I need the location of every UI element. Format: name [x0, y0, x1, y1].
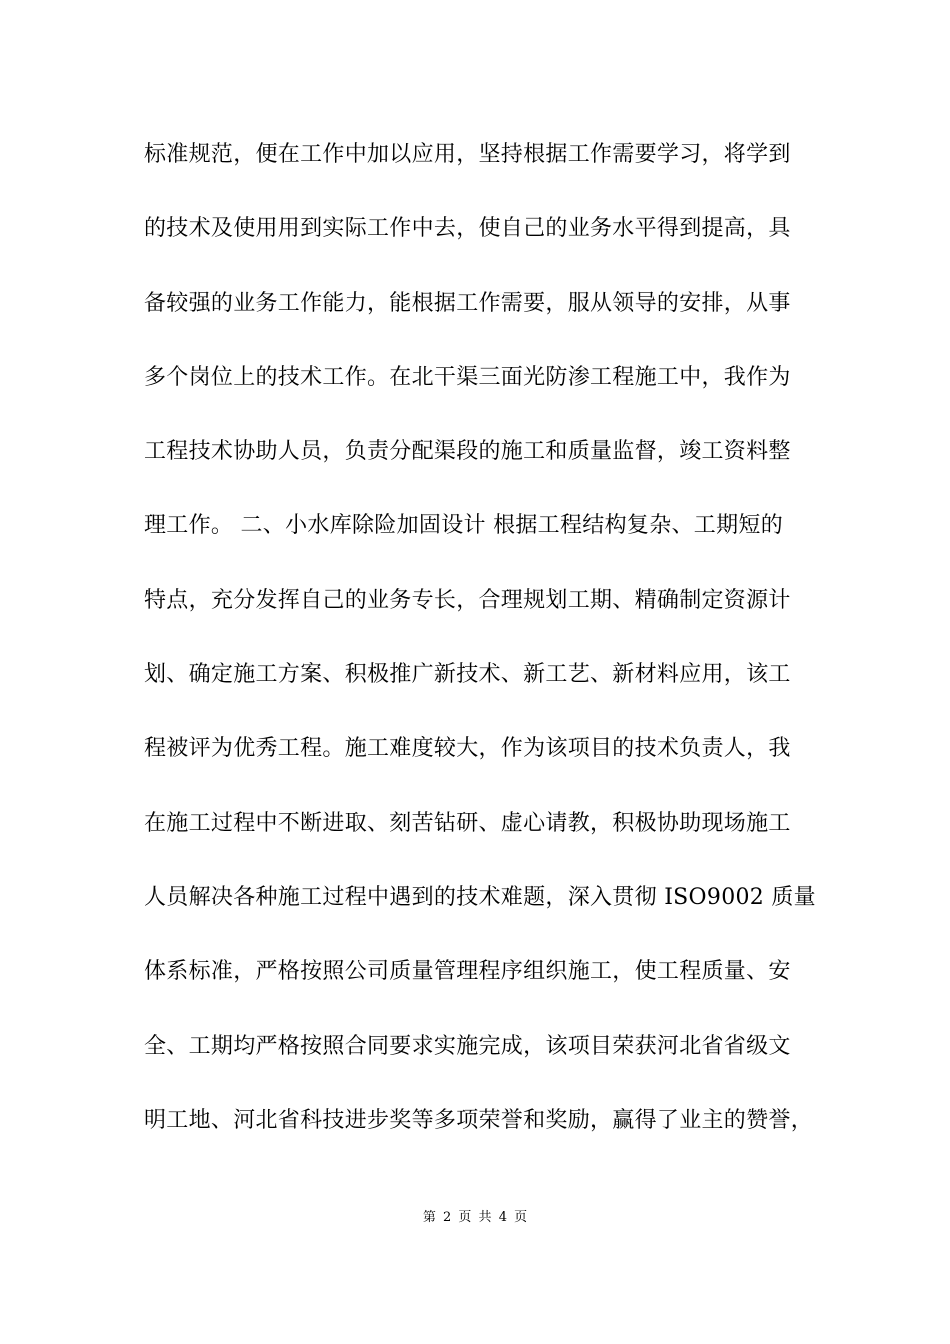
- text-line: 全、工期均严格按照合同要求实施完成，该项目荣获河北省省级文: [144, 1033, 791, 1059]
- text-line: 备较强的业务工作能力，能根据工作需要，服从领导的安排，从事: [144, 290, 791, 316]
- page-number-footer: 第 2 页 共 4 页: [422, 1210, 528, 1225]
- text-line: 体系标准，严格按照公司质量管理程序组织施工，使工程质量、安: [144, 959, 791, 985]
- text-line: 在施工过程中不断进取、刻苦钻研、虚心请教，积极协助现场施工: [144, 810, 791, 836]
- text-line: 人员解决各种施工过程中遇到的技术难题，深入贯彻 ISO9002 质量: [144, 884, 816, 910]
- body-paragraph: [144, 132, 816, 1172]
- text-line: 标准规范，便在工作中加以应用，坚持根据工作需要学习，将学到: [144, 142, 791, 167]
- text-line: 多个岗位上的技术工作。在北干渠三面光防渗工程施工中，我作为: [144, 364, 791, 390]
- text-line: 程被评为优秀工程。施工难度较大，作为该项目的技术负责人，我: [144, 736, 791, 762]
- text-line: 特点，充分发挥自己的业务专长，合理规划工期、精确制定资源计: [144, 587, 791, 613]
- text-line: 工程技术协助人员，负责分配渠段的施工和质量监督，竣工资料整: [144, 439, 791, 465]
- text-line: 的技术及使用用到实际工作中去，使自己的业务水平得到提高，具: [144, 216, 791, 242]
- text-line: 划、确定施工方案、积极推广新技术、新工艺、新材料应用，该工: [144, 662, 791, 688]
- text-line: 明工地、河北省科技进步奖等多项荣誉和奖励，赢得了业主的赞誉，: [144, 1107, 814, 1133]
- text-line: 理工作。 二、小水库除险加固设计 根据工程结构复杂、工期短的: [144, 513, 783, 539]
